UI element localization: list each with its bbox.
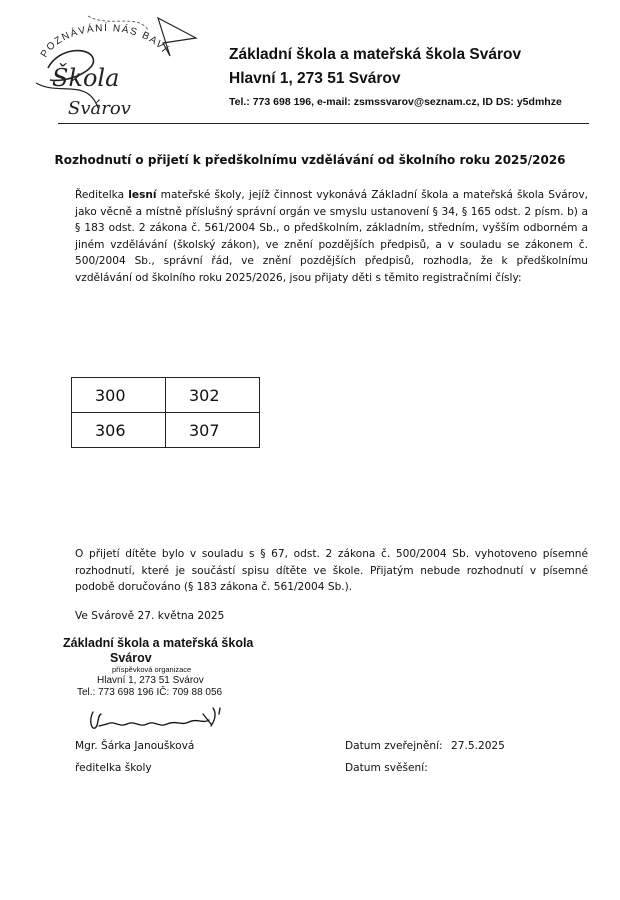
stamp-school-town: Svárov <box>110 651 152 665</box>
decision-paragraph: Ředitelka lesní mateřské školy, jejíž činnost vykonává Základní škola a mateřská škola Svárov, jako věcně a místně příslušný správní orgán ve smyslu ustanovení § 34, § 165 odst. 2 písm. b) a § 183 odst. 2 zákona č. 561/2004 Sb., o předškolním, základním, středním, vyšším odborném a jiném vzdělávání (školský zákon), ve znění pozdějších předpisů, a v souladu se zákonem č. 500/2004 Sb., správní řád, ve znění pozdějších předpisů, rozhodla, že k předškolnímu vzdělávání od školního roku 2025/2026, jsou přijaty děti s těmito registračními čísly: <box>75 189 588 284</box>
stamp-tel: Tel.: 773 698 196 IČ: 709 88 056 <box>77 687 223 698</box>
school-name: Základní škola a mateřská škola Svárov <box>229 46 522 63</box>
school-logo <box>28 8 198 118</box>
svg-text:POZNÁVÁNÍ NÁS BAVÍ <box>39 21 172 60</box>
document-title: Rozhodnutí o přijetí k předškolnímu vzdělávání od školního roku 2025/2026 <box>54 153 566 167</box>
signer-role: ředitelka školy <box>75 762 152 774</box>
table-cell: 300 <box>72 378 166 413</box>
place-date: Ve Svárově 27. května 2025 <box>75 610 225 622</box>
table-cell: 306 <box>72 413 166 448</box>
published-value: 27.5.2025 <box>451 740 505 752</box>
logo-word-svarov: Svárov <box>68 98 131 118</box>
stamp-address: Hlavní 1, 273 51 Svárov <box>97 675 204 686</box>
signer-name: Mgr. Šárka Janoušková <box>75 740 195 752</box>
bold-word-lesni: lesní <box>128 189 157 201</box>
logo-word-skola: Škola <box>52 64 120 92</box>
school-address: Hlavní 1, 273 51 Svárov <box>229 70 401 87</box>
table-cell: 307 <box>166 413 260 448</box>
school-contact: Tel.: 773 698 196, e-mail: zsmssvarov@seznam.cz, ID DS: y5dmhze <box>229 96 562 108</box>
removed-label: Datum svěšení: <box>345 762 428 774</box>
header-divider <box>58 123 589 124</box>
handwritten-signature <box>85 700 235 738</box>
logo-arc-text: POZNÁVÁNÍ NÁS BAVÍ <box>38 22 171 60</box>
table-row <box>72 413 260 448</box>
table-cell: 302 <box>166 378 260 413</box>
published-label: Datum zveřejnění: <box>345 740 443 752</box>
registration-numbers-table <box>71 377 260 448</box>
stamp-school-name: Základní škola a mateřská škola <box>63 636 254 650</box>
stamp-org-type: příspěvková organizace <box>112 665 192 674</box>
notice-paragraph: O přijetí dítěte bylo v souladu s § 67, odst. 2 zákona č. 500/2004 Sb. vyhotoveno písemné rozhodnutí, které je součástí spisu dítěte ve škole. Přijatým nebude rozhodnutí v písemné podobě doručováno (§ 183 zákona č. 561/2004 Sb.). <box>75 548 588 593</box>
table-row <box>72 378 260 413</box>
